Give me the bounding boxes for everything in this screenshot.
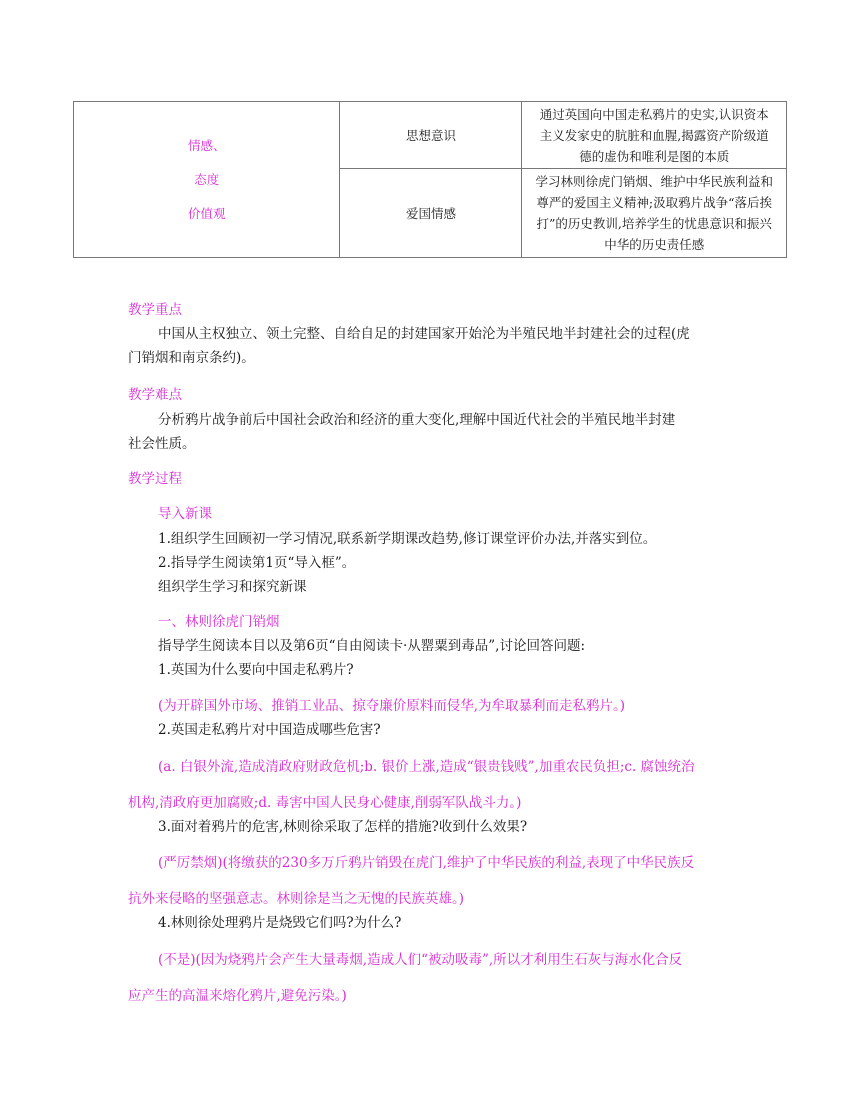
category-cell (74, 102, 340, 258)
description-line: 主义发家史的肮脏和血腥,揭露资产阶级道 (539, 127, 769, 143)
question-1: 1.英国为什么要向中国走私鸦片? (158, 662, 354, 678)
category-line: 价值观 (187, 205, 226, 221)
description-line: 中华的历史责任感 (604, 237, 705, 252)
part1-heading: 一、林则徐虎门销烟 (158, 614, 280, 630)
category-line: 态度 (194, 171, 220, 187)
description-line: 通过英国向中国走私鸦片的史实,认识资本 (539, 106, 769, 122)
description-line: 打”的历史教训,培养学生的忧患意识和振兴 (536, 216, 772, 231)
key-point-line: 门销烟和南京条约)。 (128, 350, 255, 366)
difficulty-heading: 教学难点 (128, 387, 182, 403)
key-point-line: 中国从主权独立、领土完整、自给自足的封建国家开始沦为半殖民地半封建社会的过程(虎 (158, 326, 690, 342)
answer-2-line: (a. 白银外流,造成清政府财政危机;b. 银价上涨,造成“银贵钱贱”,加重农民负担;c. 腐蚀统治 (158, 759, 695, 775)
difficulty-line: 分析鸦片战争前后中国社会政治和经济的重大变化,理解中国近代社会的半殖民地半封建 (158, 412, 676, 428)
answer-3-line: 抗外来侵略的坚强意志。林则徐是当之无愧的民族英雄。) (128, 891, 465, 907)
question-4: 4.林则徐处理鸦片是烧毁它们吗?为什么? (158, 915, 402, 931)
answer-1: (为开辟国外市场、推销工业品、掠夺廉价原料而侵华,为牟取暴利而走私鸦片。) (158, 698, 626, 714)
answer-4-line: 应产生的高温来熔化鸦片,避免污染。) (128, 988, 347, 1004)
intro-heading: 导入新课 (158, 506, 212, 522)
description-cell (522, 102, 787, 169)
answer-2-line: 机构,清政府更加腐败;d. 毒害中国人民身心健康,削弱军队战斗力。) (128, 795, 522, 811)
description-line: 尊严的爱国主义精神;汲取鸦片战争“落后挨 (536, 195, 773, 210)
intro-item: 1.组织学生回顾初一学习情况,联系新学期课改趋势,修订课堂评价办法,并落实到位。 (158, 531, 657, 547)
dimension-cell: 爱国情感 (340, 169, 522, 258)
intro-item: 2.指导学生阅读第1页“导入框”。 (158, 555, 356, 571)
category-line: 情感、 (187, 137, 226, 153)
part1-intro: 指导学生阅读本目以及第6页“自由阅读卡·从罂粟到毒品”,讨论回答问题: (158, 638, 586, 654)
process-heading: 教学过程 (128, 471, 182, 487)
difficulty-line: 社会性质。 (128, 436, 196, 452)
answer-3-line: (严厉禁烟)(将缴获的230多万斤鸦片销毁在虎门,维护了中华民族的利益,表现了中华民族反 (158, 855, 695, 871)
question-2: 2.英国走私鸦片对中国造成哪些危害? (158, 722, 381, 738)
description-line: 学习林则徐虎门销烟、维护中华民族利益和 (535, 174, 773, 189)
study-line: 组织学生学习和探究新课 (158, 579, 307, 595)
dimension-cell: 思想意识 (340, 102, 522, 169)
description-cell (522, 169, 787, 258)
table-row (74, 102, 787, 169)
key-point-heading: 教学重点 (128, 302, 182, 318)
description-line: 德的虚伪和唯利是图的本质 (579, 148, 730, 164)
goals-table (73, 101, 787, 258)
question-3: 3.面对着鸦片的危害,林则徐采取了怎样的措施?收到什么效果? (158, 819, 528, 835)
answer-4-line: (不是)(因为烧鸦片会产生大量毒烟,造成人们“被动吸毒”,所以才利用生石灰与海水化合反 (158, 952, 683, 968)
